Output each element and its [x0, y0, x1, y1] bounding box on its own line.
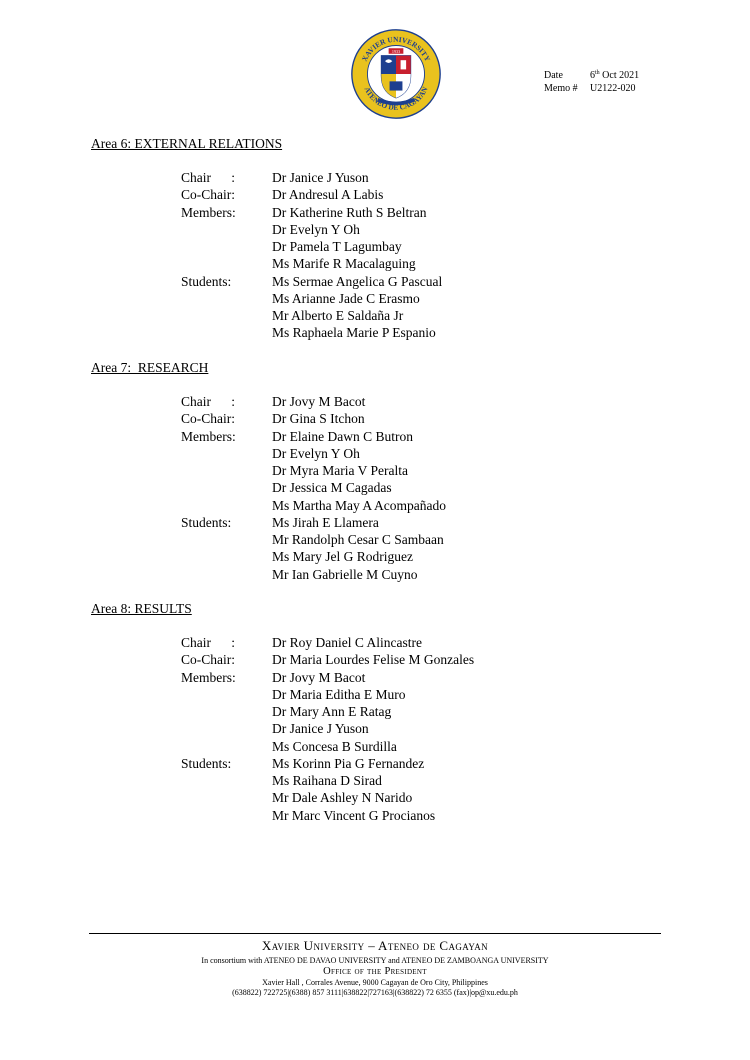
member-name: Dr Jessica M Cagadas	[272, 480, 392, 496]
area-roster	[181, 634, 474, 824]
roster-row	[181, 169, 442, 186]
member-name: Ms Jirah E Llamera	[272, 514, 379, 530]
member-name: Mr Alberto E Saldaña Jr	[272, 308, 404, 323]
member-name: Dr Katherine Ruth S Beltran	[272, 204, 427, 220]
footer-university: Xavier University – Ateneo de Cagayan	[261, 938, 489, 953]
member-name: Dr Pamela T Lagumbay	[272, 239, 402, 254]
role-label	[181, 703, 272, 720]
roster-row	[181, 238, 442, 255]
footer-office: Office of the President	[323, 966, 427, 977]
role-label	[181, 789, 272, 806]
role-label	[181, 307, 272, 324]
memo-number-row	[544, 82, 639, 95]
member-name: Dr Roy Daniel C Alincastre	[272, 635, 422, 650]
role-label: Students:	[181, 514, 232, 530]
member-name: Dr Janice J Yuson	[272, 170, 369, 185]
member-name: Mr Marc Vincent G Procianos	[272, 807, 436, 823]
role-label: Co-Chair:	[181, 187, 235, 203]
role-label: Members:	[181, 669, 236, 685]
role-label: Chair :	[181, 170, 235, 185]
date-label: Date	[544, 70, 563, 81]
role-label	[181, 462, 272, 479]
area-7-section	[91, 360, 446, 583]
roster-row	[181, 566, 446, 583]
role-label: Chair :	[181, 394, 235, 409]
roster-row	[181, 651, 474, 668]
role-label: Members:	[181, 428, 236, 444]
role-label: Chair :	[181, 635, 235, 650]
roster-row	[181, 255, 442, 272]
roster-row	[181, 479, 446, 496]
roster-row	[181, 221, 442, 238]
footer-consortium: In consortium with ATENEO DE DAVAO UNIVERSITY and ATENEO DE ZAMBOANGA UNIVERSITY	[201, 956, 549, 965]
roster-row	[181, 273, 442, 290]
memo-number: U2122-020	[590, 83, 636, 94]
role-label	[181, 221, 272, 238]
letterhead-footer	[0, 933, 750, 997]
area-roster	[181, 393, 446, 583]
member-name: Dr Maria Lourdes Felise M Gonzales	[272, 652, 475, 668]
member-name: Dr Elaine Dawn C Butron	[272, 428, 413, 444]
role-label	[181, 497, 272, 514]
role-label	[181, 686, 272, 703]
roster-row	[181, 772, 474, 789]
roster-row	[181, 807, 474, 824]
footer-contacts: (638822) 722725|(6388) 857 3111|638822|727163|(638822) 72 6355 (fax)|op@xu.edu.ph	[232, 988, 518, 997]
area-8-section	[91, 601, 474, 824]
member-name: Dr Maria Editha E Muro	[272, 686, 406, 702]
roster-row	[181, 204, 442, 221]
roster-row	[181, 410, 446, 427]
xavier-university-seal-icon	[350, 28, 442, 120]
role-label	[181, 255, 272, 272]
roster-row	[181, 428, 446, 445]
member-name: Ms Sermae Angelica G Pascual	[272, 273, 443, 289]
area-title: Area 8: RESULTS	[91, 601, 192, 616]
area-roster	[181, 169, 442, 342]
area-title: Area 6: EXTERNAL RELATIONS	[91, 136, 283, 151]
member-name: Ms Korinn Pia G Fernandez	[272, 755, 425, 771]
role-label	[181, 566, 272, 583]
role-label	[181, 238, 272, 255]
roster-row	[181, 738, 474, 755]
footer-address: Xavier Hall , Corrales Avenue, 9000 Cagayan de Oro City, Philippines	[262, 978, 488, 987]
roster-row	[181, 755, 474, 772]
role-label	[181, 445, 272, 462]
roster-row	[181, 634, 474, 651]
roster-row	[181, 669, 474, 686]
member-name: Ms Marife R Macalaguing	[272, 256, 416, 272]
roster-row	[181, 720, 474, 737]
role-label: Students:	[181, 273, 232, 289]
area-title: Area 7: RESEARCH	[91, 360, 209, 375]
member-name: Dr Evelyn Y Oh	[272, 445, 360, 461]
area-6-section	[91, 136, 442, 342]
member-name: Ms Arianne Jade C Erasmo	[272, 290, 420, 306]
member-name: Ms Martha May A Acompañado	[272, 497, 446, 513]
roster-row	[181, 324, 442, 341]
svg-text:XAVIER UNIVERSITY: XAVIER UNIVERSITY	[359, 34, 433, 63]
roster-row	[181, 548, 446, 565]
roster-row	[181, 186, 442, 203]
member-name: Dr Jovy M Bacot	[272, 669, 366, 685]
roster-row	[181, 703, 474, 720]
role-label: Co-Chair:	[181, 411, 235, 427]
role-label	[181, 772, 272, 789]
roster-row	[181, 307, 442, 324]
member-name: Dr Janice J Yuson	[272, 721, 369, 737]
roster-row	[181, 393, 446, 410]
member-name: Dr Andresul A Labis	[272, 187, 384, 203]
roster-row	[181, 686, 474, 703]
roster-row	[181, 514, 446, 531]
roster-row	[181, 789, 474, 806]
role-label	[181, 324, 272, 341]
role-label	[181, 807, 272, 824]
role-label: Co-Chair:	[181, 652, 235, 668]
roster-row	[181, 462, 446, 479]
role-label	[181, 738, 272, 755]
role-label	[181, 479, 272, 496]
member-name: Dr Mary Ann E Ratag	[272, 704, 392, 719]
member-name: Dr Evelyn Y Oh	[272, 221, 360, 237]
member-name: Mr Ian Gabrielle M Cuyno	[272, 566, 418, 582]
member-name: Dr Gina S Itchon	[272, 411, 365, 427]
member-name: Ms Concesa B Surdilla	[272, 738, 397, 754]
roster-row	[181, 445, 446, 462]
role-label	[181, 548, 272, 565]
role-label: Members:	[181, 204, 236, 220]
role-label	[181, 531, 272, 548]
roster-row	[181, 497, 446, 514]
roster-row	[181, 290, 442, 307]
memo-info	[544, 69, 639, 95]
role-label: Students:	[181, 755, 232, 771]
member-name: Ms Raihana D Sirad	[272, 773, 382, 788]
svg-text:1933: 1933	[391, 48, 401, 54]
role-label	[181, 290, 272, 307]
member-name: Ms Mary Jel G Rodriguez	[272, 549, 413, 565]
memo-label: Memo #	[544, 83, 578, 94]
role-label	[181, 720, 272, 737]
svg-text:ATENEO DE CAGAYAN: ATENEO DE CAGAYAN	[362, 85, 430, 112]
member-name: Ms Raphaela Marie P Espanio	[272, 325, 436, 341]
date-value: 6th Oct 2021	[590, 70, 640, 81]
member-name: Dr Jovy M Bacot	[272, 394, 366, 409]
member-name: Dr Myra Maria V Peralta	[272, 463, 408, 478]
date-row	[544, 69, 639, 82]
roster-row	[181, 531, 446, 548]
member-name: Mr Dale Ashley N Narido	[272, 790, 413, 806]
footer-divider	[89, 933, 661, 934]
member-name: Mr Randolph Cesar C Sambaan	[272, 532, 444, 547]
